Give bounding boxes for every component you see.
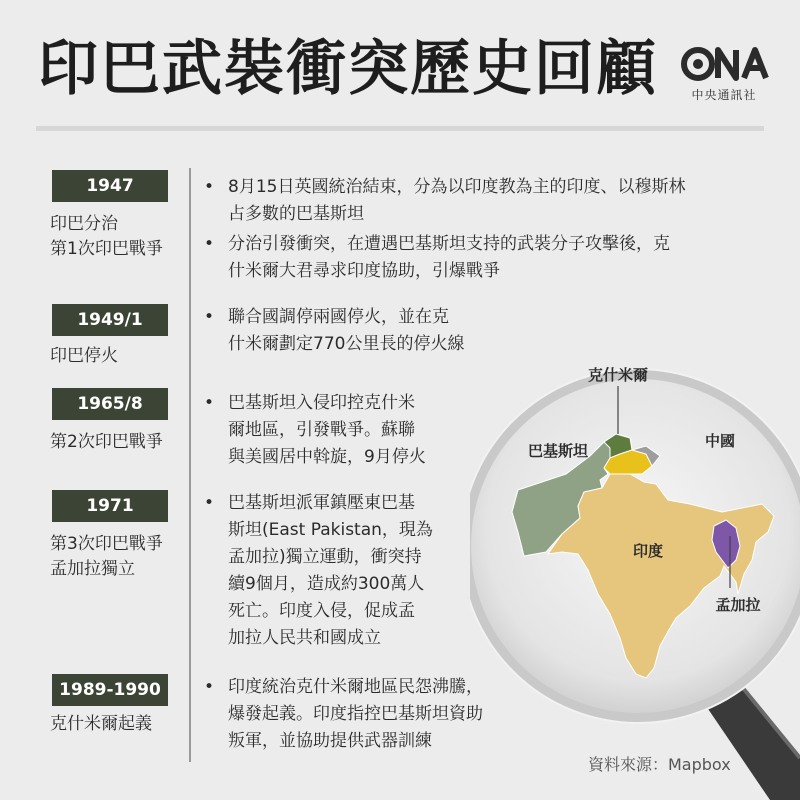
event-label-line: 第2次印巴戰爭 bbox=[50, 432, 163, 452]
event-bullet bbox=[204, 674, 483, 755]
bullet-line: 死亡。印度入侵，促成孟 bbox=[228, 601, 415, 621]
year-badge-1949: 1949/1 bbox=[52, 304, 168, 336]
bullet-dot: • bbox=[204, 307, 215, 327]
event-label-line: 第3次印巴戰爭 bbox=[50, 534, 163, 554]
event-label-1949 bbox=[50, 344, 118, 369]
timeline-axis bbox=[189, 168, 191, 762]
map-label-pakistan: 巴基斯坦 bbox=[527, 442, 589, 460]
south-asia-map bbox=[470, 356, 800, 800]
event-label-line: 印巴停火 bbox=[50, 346, 118, 366]
event-label-line: 克什米爾起義 bbox=[50, 714, 152, 734]
event-bullet bbox=[204, 304, 464, 358]
bullet-line: 分治引發衝突，在遭遇巴基斯坦支持的武裝分子攻擊後，克 bbox=[228, 234, 670, 254]
event-label-1971 bbox=[50, 532, 163, 582]
logo-caption: 中央通訊社 bbox=[691, 88, 757, 102]
bullet-line: 叛軍，並協助提供武器訓練 bbox=[228, 731, 432, 751]
year-badge-1971: 1971 bbox=[52, 490, 168, 522]
source-note: 資料來源：Mapbox bbox=[588, 755, 731, 774]
event-label-1989 bbox=[50, 712, 152, 737]
bullet-line: 聯合國調停兩國停火，並在克 bbox=[228, 307, 449, 327]
cna-logo bbox=[676, 44, 772, 106]
event-label-line: 印巴分治 bbox=[50, 214, 118, 234]
map-label-kashmir: 克什米爾 bbox=[587, 366, 649, 384]
event-label-line: 孟加拉獨立 bbox=[50, 559, 135, 579]
event-label-line: 第1次印巴戰爭 bbox=[50, 239, 163, 259]
bullet-dot: • bbox=[204, 493, 215, 513]
year-badge-1947: 1947 bbox=[52, 170, 168, 202]
bullet-line: 爾地區，引發戰爭。蘇聯 bbox=[228, 420, 415, 440]
bullet-dot: • bbox=[204, 677, 215, 697]
page-title: 印巴武裝衝突歷史回顧 bbox=[38, 34, 658, 104]
bullet-line: 占多數的巴基斯坦 bbox=[228, 204, 364, 224]
map-label-bangladesh: 孟加拉 bbox=[715, 596, 761, 614]
event-label-1965 bbox=[50, 430, 163, 455]
bullet-line: 8月15日英國統治結束，分為以印度教為主的印度、以穆斯林 bbox=[228, 177, 686, 197]
year-badge-1989: 1989-1990 bbox=[52, 674, 168, 706]
event-bullet bbox=[204, 390, 426, 471]
bullet-line: 加拉人民共和國成立 bbox=[228, 628, 381, 648]
event-label-1947 bbox=[50, 212, 163, 262]
map-label-india: 印度 bbox=[632, 542, 664, 560]
year-badge-1965: 1965/8 bbox=[52, 388, 168, 420]
bullet-line: 爆發起義。印度指控巴基斯坦資助 bbox=[228, 704, 483, 724]
map-label-china: 中國 bbox=[704, 432, 736, 450]
bullet-line: 印度統治克什米爾地區民怨沸騰， bbox=[228, 677, 483, 697]
bullet-dot: • bbox=[204, 393, 215, 413]
bullet-line: 巴基斯坦入侵印控克什米 bbox=[228, 393, 415, 413]
bullet-line: 孟加拉)獨立運動，衝突持 bbox=[228, 547, 422, 567]
event-bullet bbox=[204, 231, 670, 285]
bullet-line: 什米爾大君尋求印度協助，引爆戰爭 bbox=[228, 261, 500, 281]
title-divider bbox=[36, 126, 764, 131]
bullet-dot: • bbox=[204, 177, 215, 197]
bullet-line: 續9個月，造成約300萬人 bbox=[228, 574, 425, 594]
bullet-line: 巴基斯坦派軍鎮壓東巴基 bbox=[228, 493, 415, 513]
event-bullet bbox=[204, 174, 685, 228]
bullet-line: 什米爾劃定770公里長的停火線 bbox=[228, 334, 465, 354]
bullet-line: 斯坦(East Pakistan，現為 bbox=[228, 520, 433, 540]
bullet-dot: • bbox=[204, 234, 215, 254]
bullet-line: 與美國居中斡旋，9月停火 bbox=[228, 447, 426, 467]
cna-logo-icon bbox=[680, 44, 770, 84]
event-bullet bbox=[204, 490, 433, 652]
